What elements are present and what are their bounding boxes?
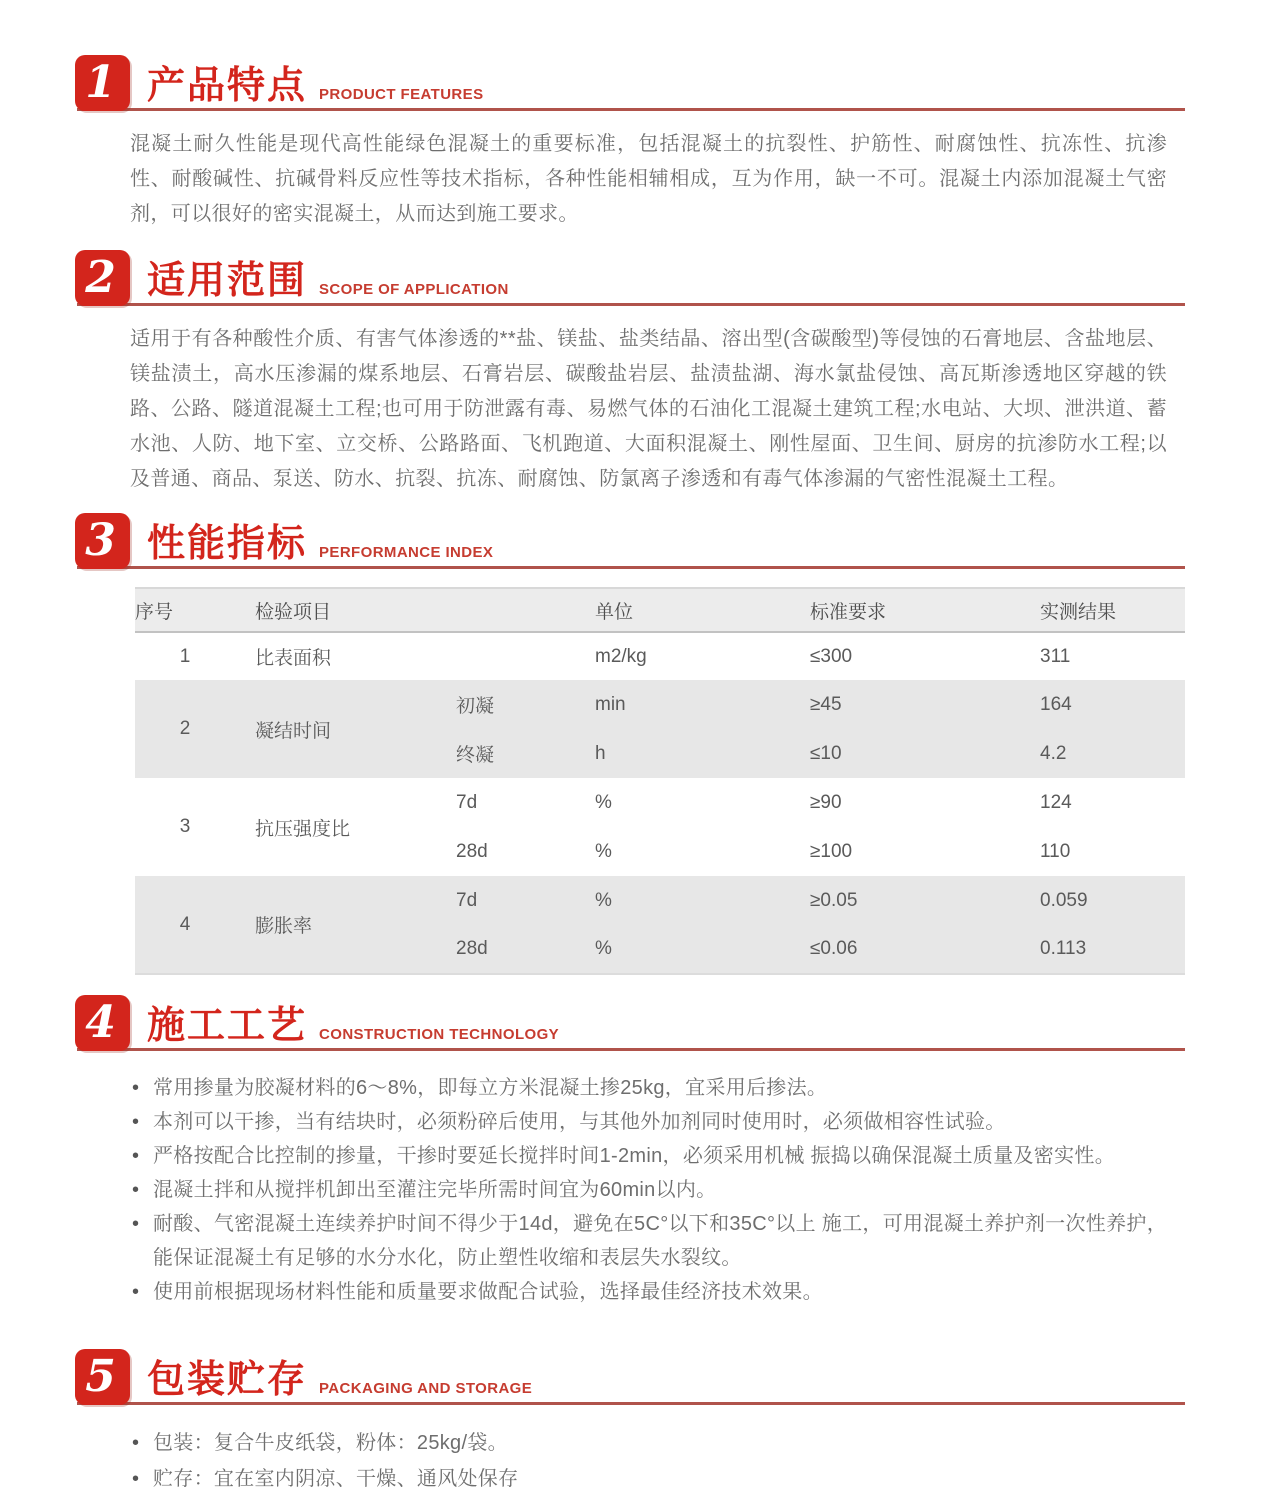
cell-sub: 7d <box>456 791 478 813</box>
table-header-cell-no: 序号 <box>135 588 235 632</box>
section-title-zh: 适用范围 <box>147 260 308 302</box>
section-paragraph: 混凝土耐久性能是现代高性能绿色混凝土的重要标准，包括混凝土的抗裂性、护筋性、耐腐蚀性、抗冻性、抗渗性、耐酸碱性、抗碱骨料反应性等技术指标，各种性能相辅相成，互为作用，缺一不可。混凝土内添加混凝土气密剂，可以很好的密实混凝土，从而达到施工要求。 <box>130 133 1167 225</box>
cell-unit: m2/kg <box>595 645 647 667</box>
bullet-item <box>130 1173 1167 1207</box>
cell-sub: 7d <box>450 876 595 925</box>
bullet-list <box>130 1071 1167 1309</box>
section-paragraph: 适用于有各种酸性介质、有害气体渗透的**盐、镁盐、盐类结晶、溶出型(含碳酸型)等侵蚀的石膏地层、含盐地层、镁盐渍土，高水压渗漏的煤系地层、石膏岩层、碳酸盐岩层、盐渍盐湖、海水氯盐侵蚀、高瓦斯渗透地区穿越的铁路、公路、隧道混凝土工程;也可用于防泄露有毒、易燃气体的石油化工混凝土建筑工程;水电站、大坝、泄洪道、蓄水池、人防、地下室、立交桥、公路路面、飞机跑道、大面积混凝土、刚性屋面、卫生间、厨房的抗渗防水工程;以及普通、商品、泵送、防水、抗裂、抗冻、耐腐蚀、防氯离子渗透和有毒气体渗漏的气密性混凝土工程。 <box>130 328 1167 490</box>
table-row <box>135 632 1185 680</box>
cell-standard: ≥0.05 <box>810 876 1040 925</box>
cell-item: 抗压强度比 <box>255 818 351 840</box>
cell-no: 3 <box>179 816 191 837</box>
table-header-cell-item: 检验项目 <box>235 588 450 632</box>
cell-sub: 28d <box>450 925 595 974</box>
bullet-dot: • <box>132 1281 140 1303</box>
table-row <box>135 876 1185 925</box>
cell-unit: % <box>595 925 810 974</box>
table-row <box>135 778 1185 827</box>
performance-table <box>135 587 1185 975</box>
bullet-dot: • <box>132 1468 140 1490</box>
cell-result: 311 <box>1040 645 1071 667</box>
section-number: 4 <box>85 997 116 1048</box>
section-title-row <box>75 513 493 569</box>
table-header-cell-unit: 单位 <box>595 588 810 632</box>
bullet-item <box>130 1071 1167 1105</box>
section-header <box>75 995 1185 1051</box>
cell-standard: ≤0.06 <box>810 925 1040 974</box>
section-title-en: SCOPE OF APPLICATION <box>319 281 509 298</box>
bullet-dot: • <box>132 1213 140 1235</box>
cell-sub: 终凝 <box>450 729 595 778</box>
cell-item: 凝结时间 <box>235 680 450 778</box>
bullet-item <box>130 1105 1167 1139</box>
cell-result: 4.2 <box>1040 729 1185 778</box>
cell-standard: ≤10 <box>810 729 1040 778</box>
section-number: 2 <box>85 252 116 303</box>
cell-unit: min <box>595 680 810 729</box>
section-header <box>75 55 1185 111</box>
cell-unit: h <box>595 729 810 778</box>
section-title-zh: 性能指标 <box>147 523 308 565</box>
bullet-item <box>130 1461 1167 1497</box>
section-header <box>75 1349 1185 1405</box>
cell-result: 124 <box>1040 791 1072 813</box>
table-header-cell-standard: 标准要求 <box>810 588 1040 632</box>
section-title-en: PACKAGING AND STORAGE <box>319 1380 533 1397</box>
bullet-dot: • <box>132 1145 140 1167</box>
section-number: 5 <box>85 1351 116 1402</box>
section-header <box>75 250 1185 306</box>
section-number: 1 <box>85 57 116 108</box>
section-construction-technology <box>75 995 1185 1309</box>
bullet-text: 常用掺量为胶凝材料的6～8%，即每立方米混凝土掺25kg，宜采用后掺法。 <box>153 1077 828 1099</box>
section-packaging-and-storage <box>75 1349 1185 1497</box>
section-product-features <box>75 55 1185 232</box>
bullet-item <box>130 1425 1167 1461</box>
section-number-badge <box>75 55 130 111</box>
bullet-item <box>130 1275 1167 1309</box>
bullet-text: 耐酸、气密混凝土连续养护时间不得少于14d，避免在5C°以下和35C°以上 施工，可用混凝土养护剂一次性养护，能保证混凝土有足够的水分水化，防止塑性收缩和表层失水裂纹。 <box>153 1213 1167 1269</box>
bullet-text: 贮存：宜在室内阴凉、干燥、通风处保存 <box>153 1468 519 1490</box>
cell-item: 膨胀率 <box>235 876 450 974</box>
section-performance-index <box>75 513 1185 975</box>
cell-sub: 初凝 <box>450 680 595 729</box>
bullet-item <box>130 1139 1167 1173</box>
section-number-badge <box>75 995 130 1051</box>
cell-unit: % <box>595 876 810 925</box>
section-title-en: PRODUCT FEATURES <box>319 86 484 103</box>
bullet-dot: • <box>132 1111 140 1133</box>
section-number: 3 <box>85 515 116 566</box>
cell-no: 4 <box>135 876 235 974</box>
bullet-list <box>130 1425 1167 1497</box>
cell-standard: ≥45 <box>810 680 1040 729</box>
cell-sub: 28d <box>456 840 488 862</box>
bullet-text: 严格按配合比控制的掺量，干掺时要延长搅拌时间1-2min，必须采用机械 振捣以确保混凝土质量及密实性。 <box>153 1145 1115 1167</box>
cell-standard: ≥90 <box>810 791 842 813</box>
section-title-row <box>75 995 559 1051</box>
bullet-text: 本剂可以干掺，当有结块时，必须粉碎后使用，与其他外加剂同时使用时，必须做相容性试验。 <box>153 1111 1006 1133</box>
bullet-text: 使用前根据现场材料性能和质量要求做配合试验，选择最佳经济技术效果。 <box>153 1281 823 1303</box>
section-number-badge <box>75 1349 130 1405</box>
section-title-en: PERFORMANCE INDEX <box>319 544 494 561</box>
cell-no: 1 <box>179 645 191 667</box>
bullet-dot: • <box>132 1179 140 1201</box>
bullet-text: 混凝土拌和从搅拌机卸出至灌注完毕所需时间宜为60min以内。 <box>153 1179 717 1201</box>
cell-standard: ≥100 <box>810 840 853 862</box>
cell-unit: % <box>595 840 612 862</box>
section-header <box>75 513 1185 569</box>
bullet-dot: • <box>132 1077 140 1099</box>
section-title-zh: 包装贮存 <box>147 1359 308 1401</box>
section-title-zh: 产品特点 <box>147 65 308 107</box>
table-row <box>135 680 1185 729</box>
section-title-en: CONSTRUCTION TECHNOLOGY <box>319 1026 560 1043</box>
cell-no: 2 <box>135 680 235 778</box>
table-header-cell-sub <box>450 588 595 632</box>
cell-item: 比表面积 <box>255 648 332 669</box>
section-title-zh: 施工工艺 <box>147 1005 308 1047</box>
bullet-dot: • <box>132 1432 140 1454</box>
bullet-text: 包装：复合牛皮纸袋，粉体：25kg/袋。 <box>153 1432 508 1454</box>
section-title-row <box>75 250 509 306</box>
section-number-badge <box>75 250 130 306</box>
section-scope-of-application <box>75 250 1185 497</box>
cell-standard: ≤300 <box>810 645 853 667</box>
cell-result: 110 <box>1040 840 1071 862</box>
section-title-row <box>75 1349 532 1405</box>
section-number-badge <box>75 513 130 569</box>
cell-result: 0.113 <box>1040 925 1185 974</box>
table-header-row <box>135 588 1185 632</box>
cell-unit: % <box>595 791 612 813</box>
bullet-item <box>130 1207 1167 1275</box>
cell-sub <box>450 632 595 680</box>
cell-result: 0.059 <box>1040 876 1185 925</box>
table-header-cell-result: 实测结果 <box>1040 588 1185 632</box>
cell-result: 164 <box>1040 680 1185 729</box>
section-title-row <box>75 55 483 111</box>
